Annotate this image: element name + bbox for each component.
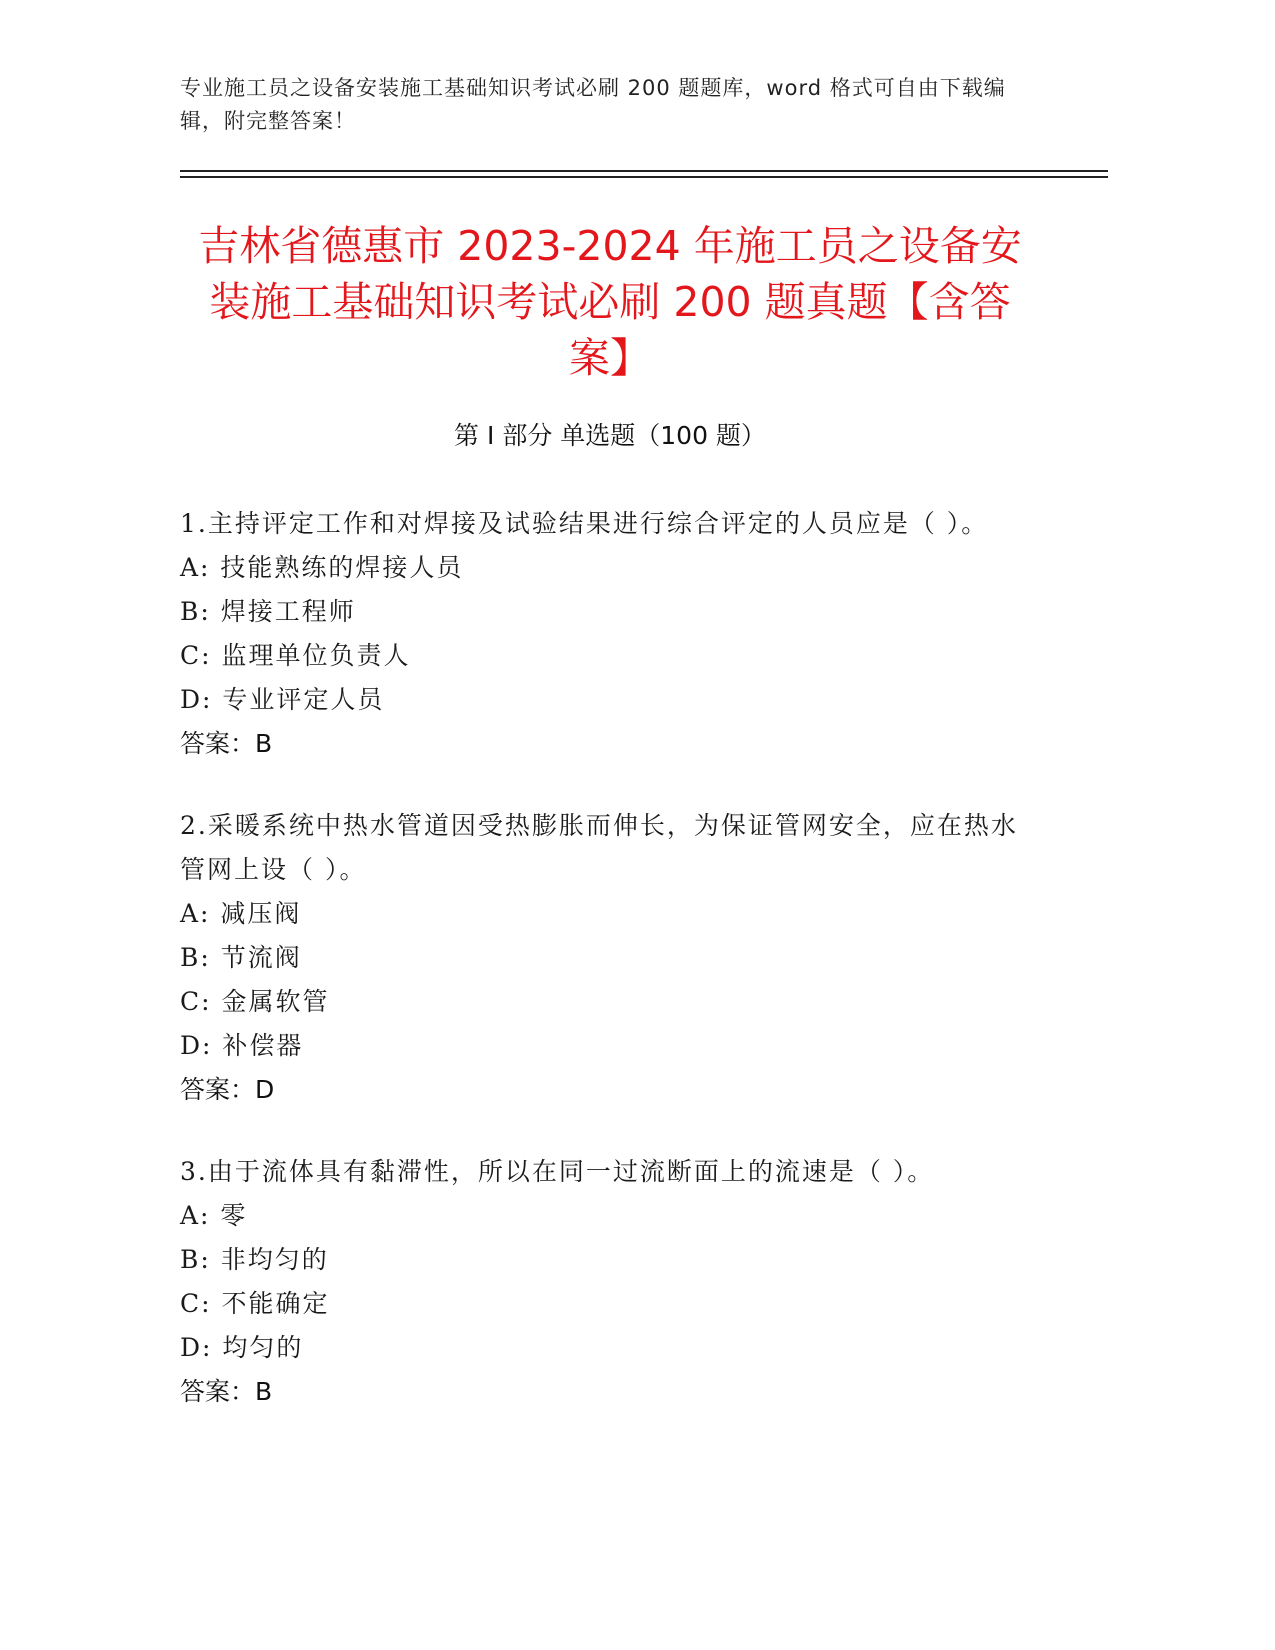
option-d: D: 均匀的 (180, 1333, 304, 1362)
document-title: 吉林省德惠市 2023-2024 年施工员之设备安装施工基础知识考试必刷 200 题真题【含答案】 (198, 222, 1022, 382)
answer-line: 答案：B (180, 729, 273, 758)
option-b: B: 非均匀的 (180, 1245, 329, 1274)
option-a: A: 减压阀 (180, 899, 302, 928)
option-c: C: 不能确定 (180, 1289, 330, 1318)
option-b: B: 节流阀 (180, 943, 302, 972)
header-divider-secondary (180, 176, 1108, 178)
answer-line: 答案：B (180, 1377, 273, 1406)
section-heading: 第 I 部分 单选题（100 题） (454, 421, 766, 450)
option-d: D: 补偿器 (180, 1031, 304, 1060)
page-header: 专业施工员之设备安装施工基础知识考试必刷 200 题题库，word 格式可自由下载编辑，附完整答案！ (180, 76, 1006, 133)
option-a: A: 零 (180, 1201, 248, 1230)
option-c: C: 金属软管 (180, 987, 330, 1016)
question-stem: 1.主持评定工作和对焊接及试验结果进行综合评定的人员应是（ ）。 (180, 509, 989, 538)
header-divider (180, 170, 1108, 172)
question-2 (180, 804, 1020, 1112)
question-1 (180, 502, 1020, 766)
option-b: B: 焊接工程师 (180, 597, 356, 626)
option-c: C: 监理单位负责人 (180, 641, 411, 670)
answer-line: 答案：D (180, 1075, 275, 1104)
question-stem: 2.采暖系统中热水管道因受热膨胀而伸长，为保证管网安全，应在热水管网上设（ ）。 (180, 811, 1018, 884)
question-3 (180, 1150, 1020, 1414)
question-list (180, 502, 1020, 1452)
option-d: D: 专业评定人员 (180, 685, 385, 714)
question-stem: 3.由于流体具有黏滞性，所以在同一过流断面上的流速是（ ）。 (180, 1157, 935, 1186)
option-a: A: 技能熟练的焊接人员 (180, 553, 464, 582)
